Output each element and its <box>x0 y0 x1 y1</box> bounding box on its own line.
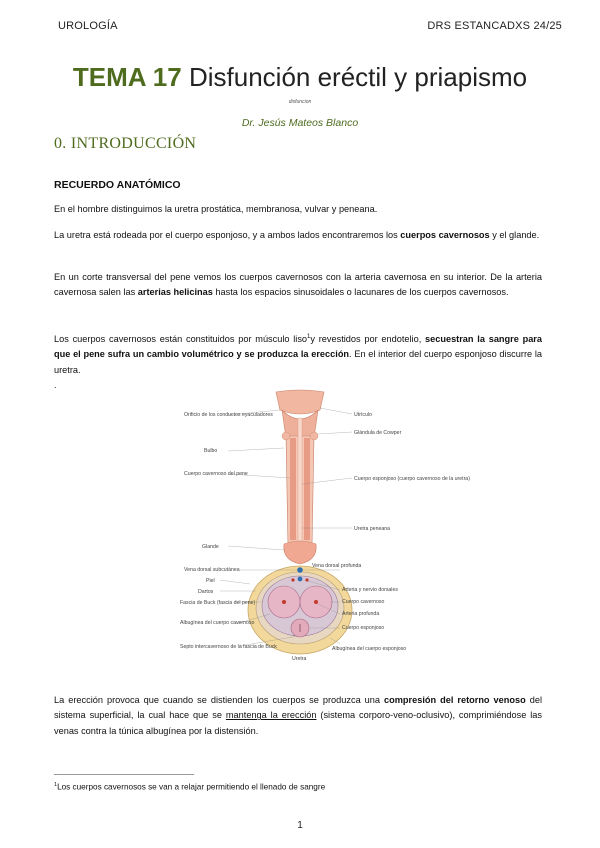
title-number: TEMA 17 <box>72 62 182 92</box>
label-albuginea-esponjoso: Albugínea del cuerpo esponjoso <box>332 646 407 652</box>
stray-dot: . <box>54 380 57 390</box>
label-uretra-peneana: Uretra peneana <box>354 526 391 532</box>
footnote-text: Los cuerpos cavernosos se van a relajar permitiendo el llenado de sangre <box>57 782 326 792</box>
text-span: hasta los espacios sinusoidales o lacunares de los cuerpos cavernosos. <box>212 287 509 298</box>
anatomy-figure <box>180 388 470 663</box>
label-bulbo: Bulbo <box>204 448 218 454</box>
label-fascia-buck: Fascia de Buck (fascia del pene) <box>180 600 256 606</box>
label-cuerpo-cavernoso: Cuerpo cavernoso <box>342 599 385 605</box>
text-span: y el glande. <box>489 230 540 240</box>
page-title <box>0 62 600 93</box>
paragraph-4 <box>54 330 542 378</box>
header-left: UROLOGÍA <box>58 20 118 32</box>
label-vena-dorsal-profunda: Vena dorsal profunda <box>312 563 362 569</box>
label-orificio: Orificio de los conductos eyaculadores <box>184 412 273 418</box>
text-span: Los cuerpos cavernosos están constituidos por músculo liso <box>54 334 308 345</box>
footnote-ref[interactable]: 1 <box>307 334 311 340</box>
label-septo: Septo intercavernoso de la fascia de Buck <box>180 644 277 650</box>
text-span: La erección provoca que cuando se distienden los cuerpos se produzca una <box>54 695 385 705</box>
tiny-note: disfuncion <box>288 99 312 105</box>
underlined-span: mantenga la erección <box>225 710 317 721</box>
label-glandula-cowper: Glándula de Cowper <box>354 430 402 436</box>
text-span: del sistema superficial, la cual hace que se <box>54 695 542 721</box>
section-title: 0. INTRODUCCIÓN <box>54 135 197 152</box>
title-text: Disfunción eréctil y priapismo <box>188 62 528 92</box>
label-uretra: Uretra <box>292 656 307 662</box>
text-span: La uretra está rodeada por el cuerpo esponjoso, y a ambos lados encontraremos los <box>54 230 401 240</box>
bold-span: arterias helicinas <box>137 287 213 298</box>
paragraph-1: En el hombre distinguimos la uretra prostática, membranosa, vulvar y peneana. <box>54 204 378 214</box>
footnote-rule <box>54 774 194 775</box>
label-arteria-profunda: Arteria profunda <box>342 611 380 617</box>
label-utriculo: Utrículo <box>354 412 372 418</box>
label-vena-dorsal-subcutanea: Vena dorsal subcutánea <box>184 567 240 573</box>
cross-section <box>248 566 352 654</box>
label-cuerpo-esponjoso-bottom: Cuerpo esponjoso <box>342 625 385 631</box>
label-albuginea-cavernoso: Albugínea del cuerpo cavernoso <box>180 620 255 626</box>
footnote <box>54 782 325 792</box>
text-span: En un corte transversal del pene vemos los cuerpos cavernosos con la arteria cavernosa en su interior. De la arteria cavernosa salen las <box>54 272 542 298</box>
label-arteria-nervio-dorsales: Arteria y nervio dorsales <box>342 587 398 593</box>
label-cuerpo-cavernoso-pene: Cuerpo cavernoso del pene <box>184 471 248 477</box>
paragraph-3 <box>54 270 542 301</box>
text-span: y revestidos por endotelio, <box>310 334 426 345</box>
bold-span: cuerpos cavernosos <box>400 230 490 240</box>
subheading: RECUERDO ANATÓMICO <box>54 179 181 191</box>
text-span: (sistema corporo-veno-oclusivo), comprimiéndose las venas contra la túnica albugínea por la distensión. <box>54 710 542 736</box>
paragraph-5 <box>54 693 542 739</box>
text-span: . En el interior del cuerpo esponjoso discurre la uretra. <box>54 349 542 375</box>
author: Dr. Jesús Mateos Blanco <box>241 117 359 129</box>
longitudinal-section <box>276 390 324 564</box>
label-glande: Glande <box>202 544 219 550</box>
page-number: 1 <box>297 820 303 831</box>
header-right: DRS ESTANCADXS 24/25 <box>427 20 562 32</box>
bold-span: secuestran la sangre para que el pene sufra un cambio volumétrico y se produzca la erección <box>54 334 542 360</box>
bold-span: compresión del retorno venoso <box>384 695 526 705</box>
footnote-number: 1 <box>54 782 58 788</box>
paragraph-2 <box>54 228 542 243</box>
label-dartos: Dartos <box>198 589 214 595</box>
label-piel: Piel <box>206 578 215 584</box>
label-cuerpo-esponjoso: Cuerpo esponjoso (cuerpo cavernoso de la uretra) <box>354 476 470 482</box>
